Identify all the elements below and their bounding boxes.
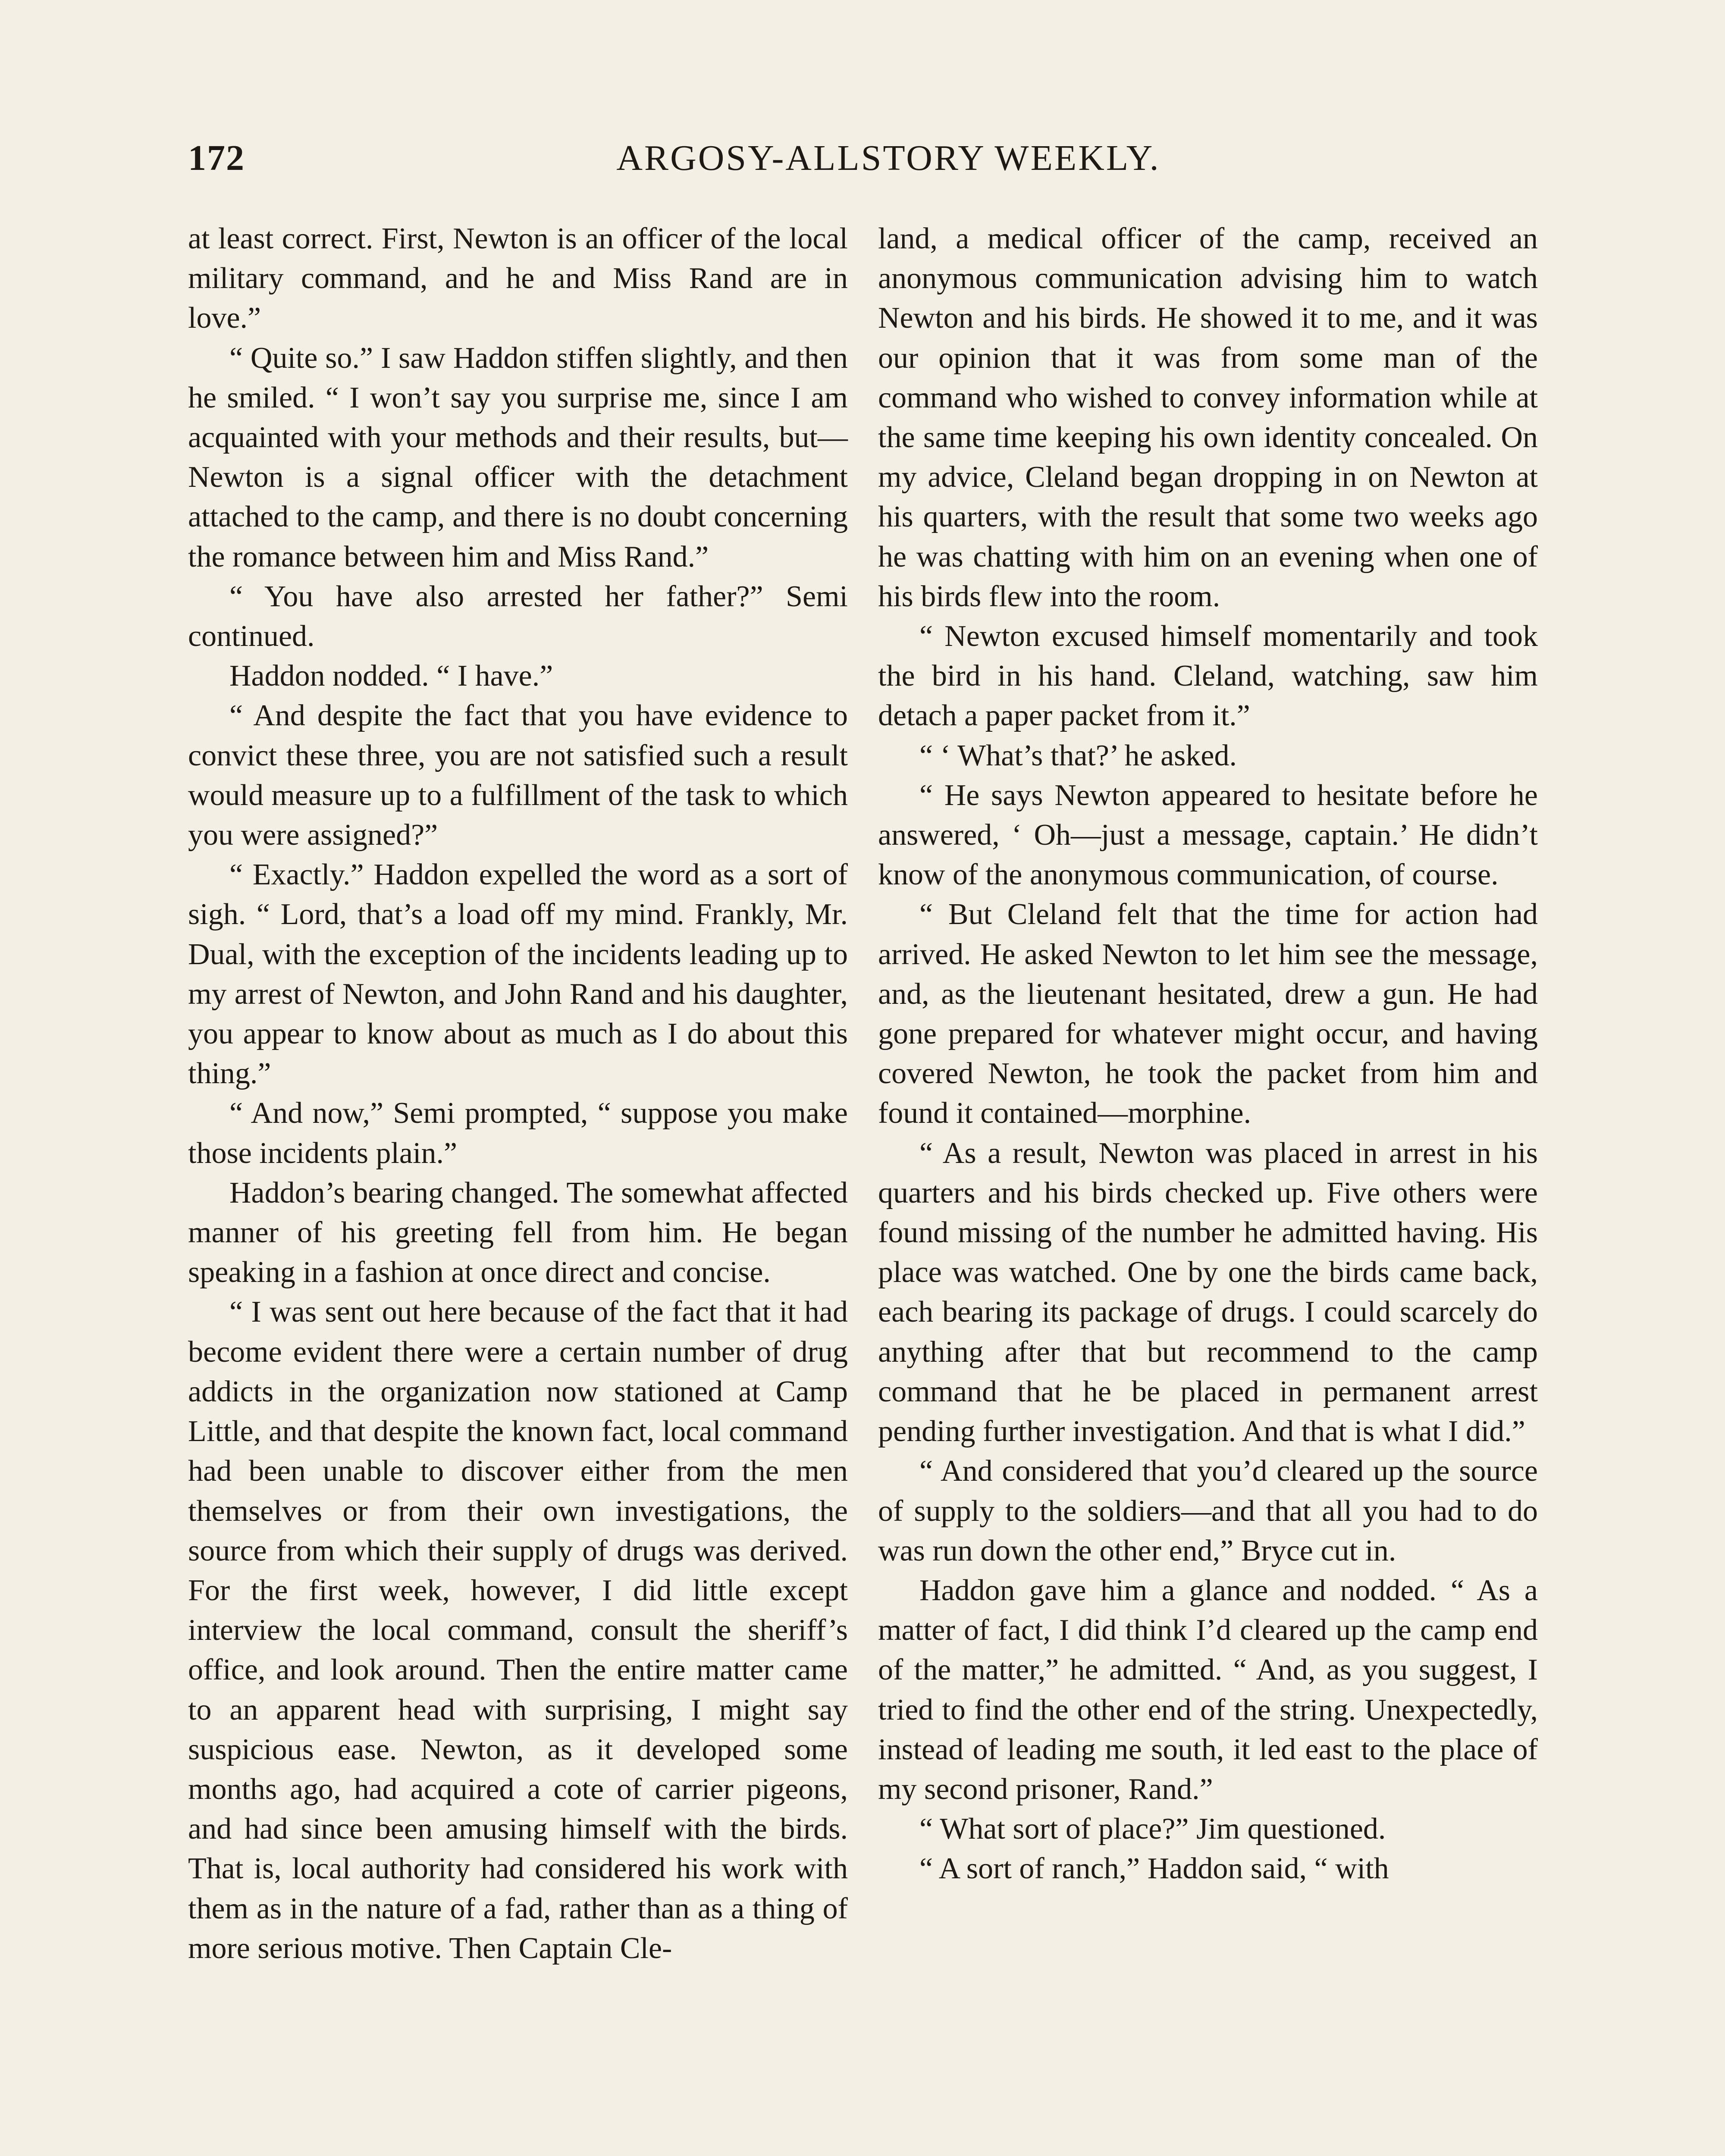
paragraph: “ Quite so.” I saw Haddon stiffen slightly, and then he smiled. “ I won’t say you surprise me, since I am acquainted with your methods and their results, but— Newton is a signal officer with the detachment attached to the camp, and there is no doubt concerning the romance between him and Miss Rand.” <box>188 341 848 573</box>
page-number: 172 <box>188 138 245 178</box>
running-head: ARGOSY-ALLSTORY WEEKLY. <box>616 138 1160 178</box>
paragraph: “ Newton excused himself momentarily and took the bird in his hand. Cleland, watching, saw him detach a paper packet from it.” <box>878 620 1538 733</box>
paragraph: Haddon gave him a glance and nodded. “ As a matter of fact, I did think I’d cleared up the camp end of the matter,” he admitted. “ And, as you suggest, I tried to find the other end of the string. Unexpectedly, instead of leading me south, it led east to the place of my second prisoner, Rand.” <box>878 1573 1538 1806</box>
paragraph: “ I was sent out here because of the fact that it had become evident there were a certain number of drug addicts in the organization now stationed at Camp Little, and that despite the known fact, local command had been unable to discover either from the men themselves or from their own investigations, the source from which their supply of drugs was derived. For the first week, however, I did little except interview the local command, consult the sheriff’s office, and look around. Then the entire matter came to an apparent head with surprising, I might say suspicious ease. Newton, as it developed some months ago, had acquired a cote of carrier pigeons, and had since been amusing himself with the birds. That is, local authority had considered his work with them as in the nature of a fad, rather than as a thing of more serious motive. Then Captain Cle- <box>188 1295 848 1965</box>
paragraph: “ And considered that you’d cleared up the source of supply to the soldiers—and that all you had to do was run down the other end,” Bryce cut in. <box>878 1454 1538 1567</box>
paragraph: “ Exactly.” Haddon expelled the word as a sort of sigh. “ Lord, that’s a load off my mind. Frankly, Mr. Dual, with the exception of the incidents leading up to my arrest of Newton, and John Rand and his daughter, you appear to know about as much as I do about this thing.” <box>188 858 848 1091</box>
paragraph: “ He says Newton appeared to hesitate before he answered, ‘ Oh—just a message, captain.’ He didn’t know of the anonymous communication, of course. <box>878 778 1538 892</box>
paragraph: Haddon nodded. “ I have.” <box>229 659 553 693</box>
paragraph: at least correct. First, Newton is an officer of the local military command, and he and Miss Rand are in love.” <box>188 222 848 335</box>
paragraph: “ As a result, Newton was placed in arrest in his quarters and his birds checked up. Five others were found missing of the number he admitted having. His place was watched. One by one the birds came back, each bearing its package of drugs. I could scarcely do anything after that but recommend to the camp command that he be placed in permanent arrest pending further investigation. And that is what I did.” <box>878 1136 1538 1448</box>
paragraph: land, a medical officer of the camp, received an anonymous communication advising him to watch Newton and his birds. He showed it to me, and it was our opinion that it was from some man of the command who wished to convey information while at the same time keeping his own identity concealed. On my advice, Cleland began dropping in on Newton at his quarters, with the result that some two weeks ago he was chatting with him on an evening when one of his birds flew into the room. <box>878 222 1538 613</box>
paragraph: Haddon’s bearing changed. The somewhat affected manner of his greeting fell from him. He began speaking in a fashion at once direct and concise. <box>188 1176 848 1289</box>
left-column <box>188 219 848 1968</box>
paragraph: “ And now,” Semi prompted, “ suppose you make those incidents plain.” <box>188 1097 848 1170</box>
paragraph: “ What sort of place?” Jim questioned. <box>919 1812 1386 1846</box>
paragraph: “ You have also arrested her father?” Semi continued. <box>188 580 848 653</box>
paragraph: “ ‘ What’s that?’ he asked. <box>919 739 1237 772</box>
right-column <box>878 219 1538 1889</box>
paragraph: “ But Cleland felt that the time for action had arrived. He asked Newton to let him see the message, and, as the lieutenant hesitated, drew a gun. He had gone prepared for whatever might occur, and having covered Newton, he took the packet from him and found it contained—morphine. <box>878 898 1538 1130</box>
paragraph: “ And despite the fact that you have evidence to convict these three, you are not satisfied such a result would measure up to a fulfillment of the task to which you were assigned?” <box>188 699 848 852</box>
paragraph: “ A sort of ranch,” Haddon said, “ with <box>919 1852 1389 1886</box>
